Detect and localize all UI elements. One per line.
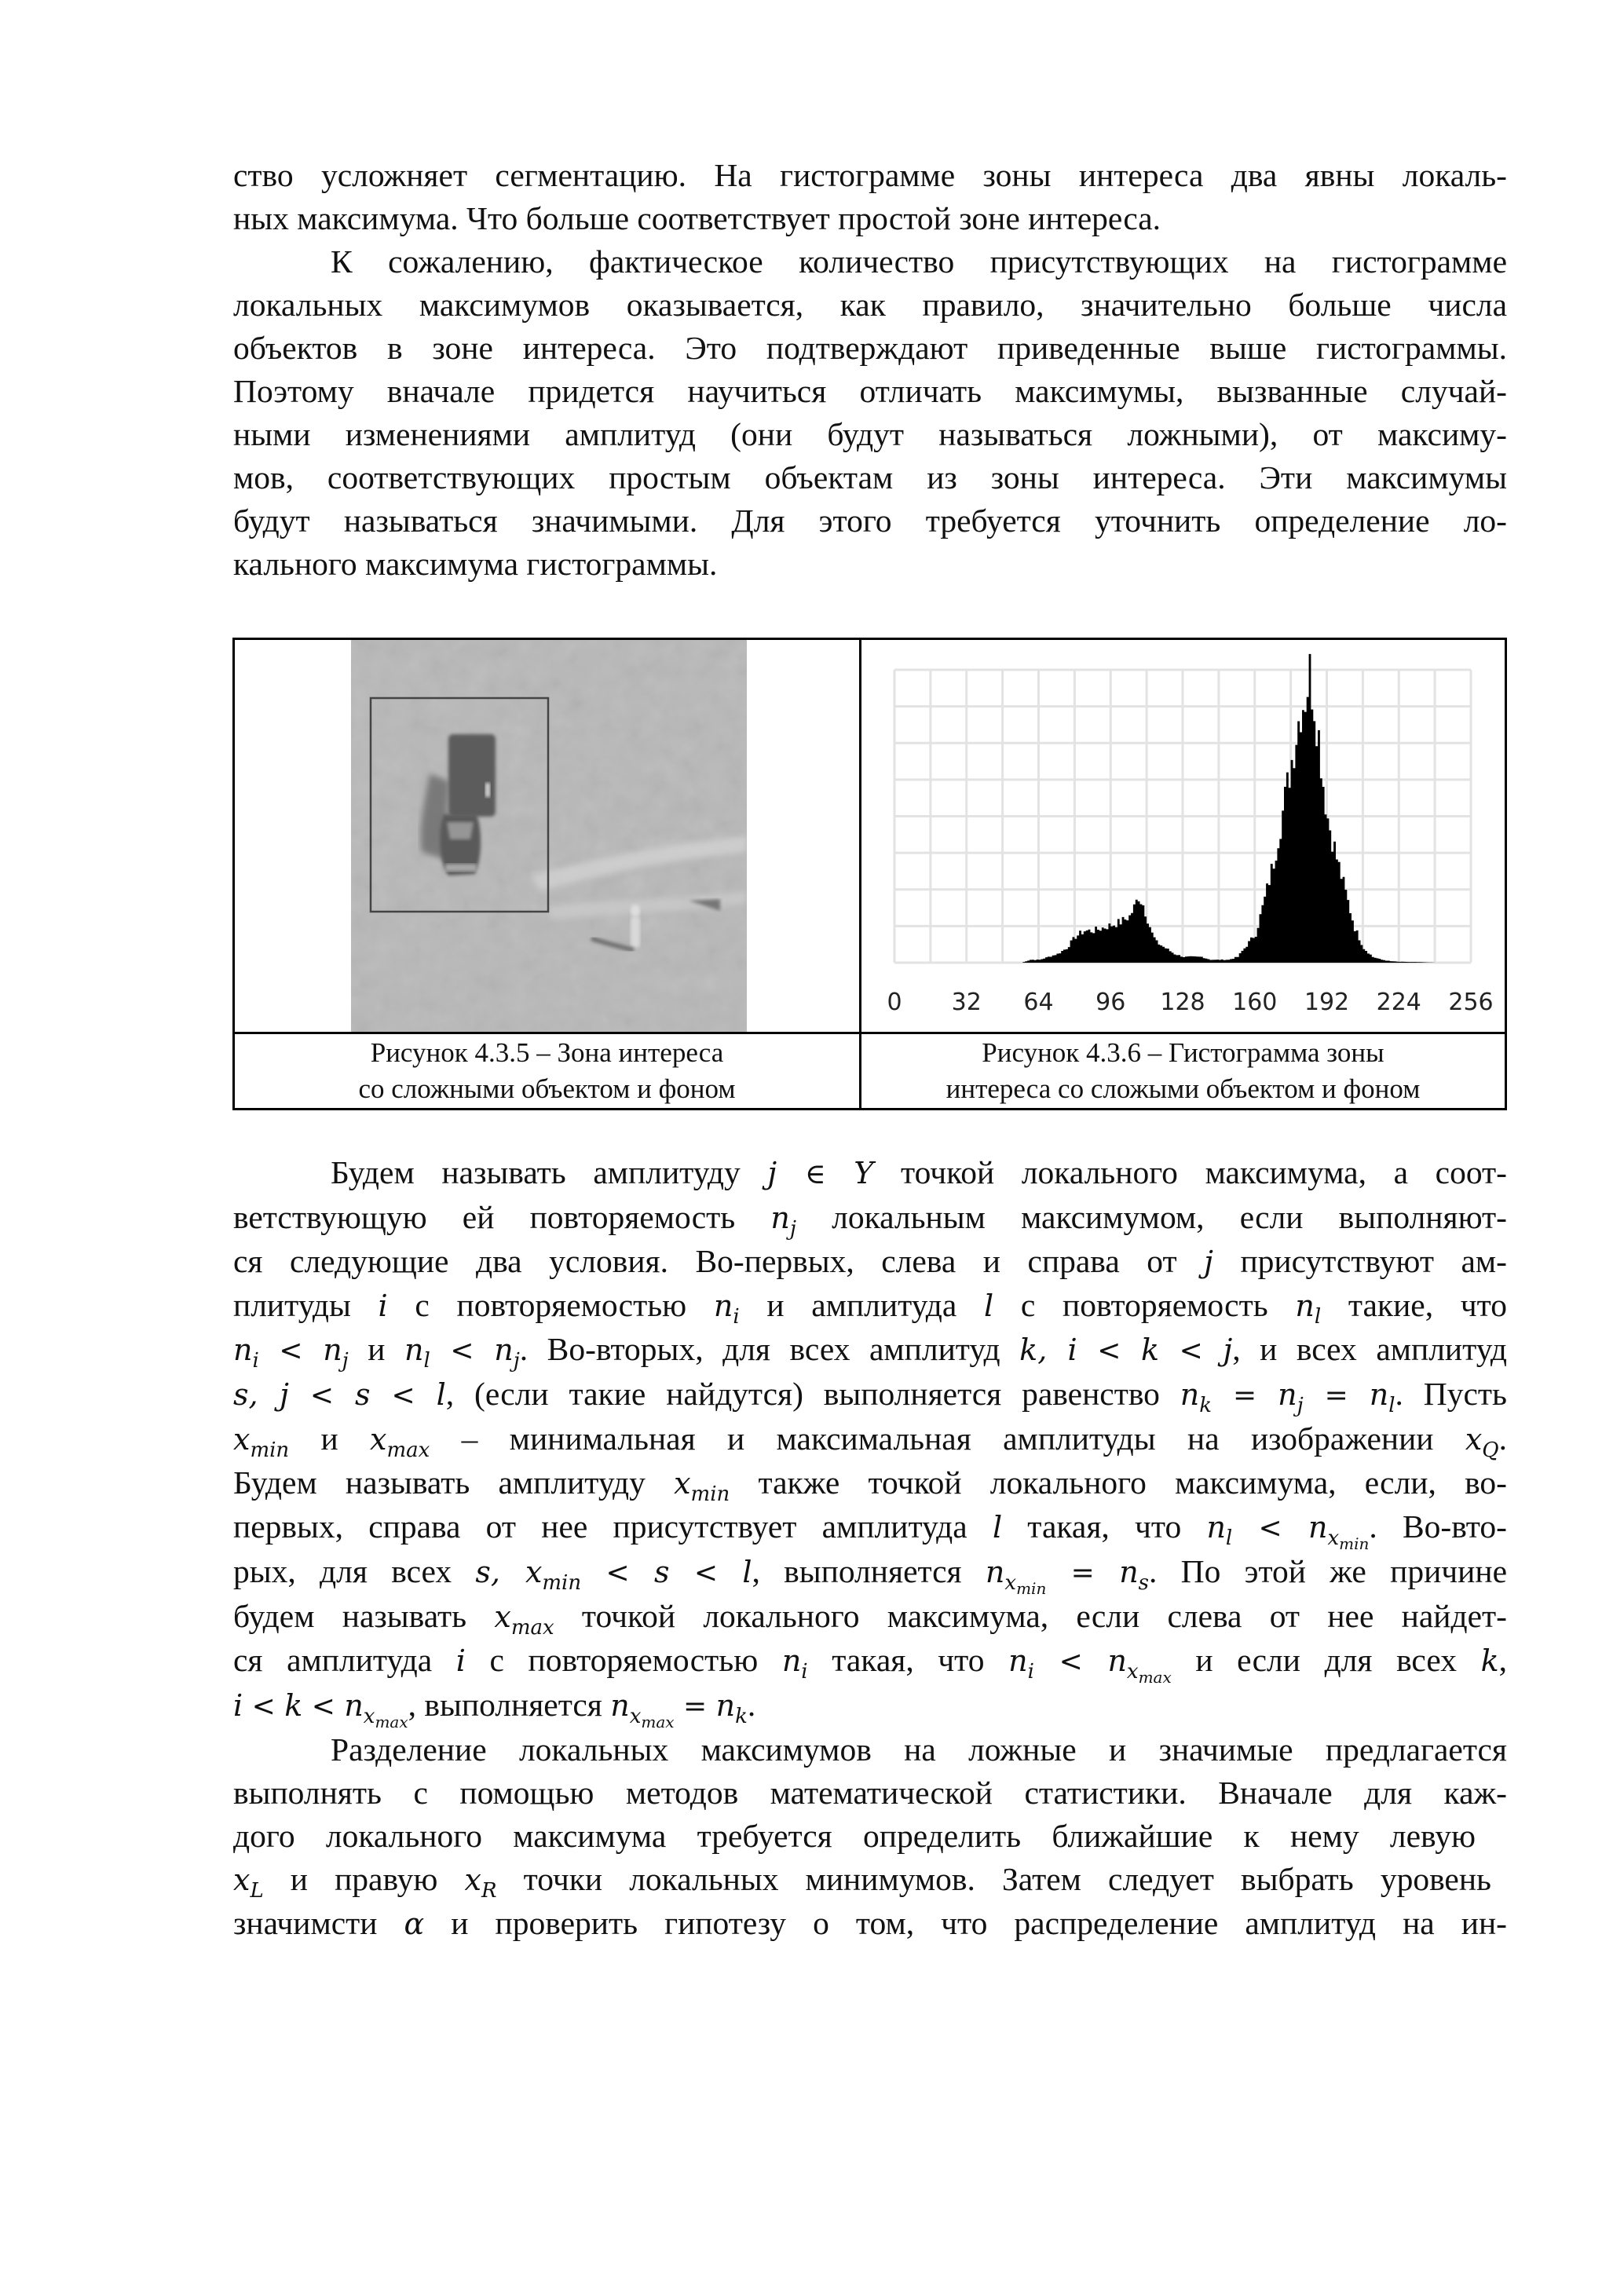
paragraph-4 bbox=[233, 1728, 1507, 1946]
caption-line: Рисунок 4.3.5 – Зона интереса bbox=[370, 1037, 724, 1068]
text-line: значимсти α и проверить гипотезу о том, что распределение амплитуд на ин- bbox=[233, 1905, 1507, 1941]
aerial-vehicle-image bbox=[351, 640, 747, 1032]
x-tick-label: 224 bbox=[1376, 989, 1421, 1016]
histogram-bars bbox=[1021, 654, 1436, 963]
paragraph-3 bbox=[233, 1151, 1507, 1731]
text-line: $n_i < n_j$ и $n_l < n_j$. Во-вторых, для всех амплитуд k, i < k < j, и всех амплитуд bbox=[233, 1331, 1507, 1373]
figure-image-cell-left bbox=[234, 639, 861, 1033]
caption-line: интереса со сложыми объектом и фоном bbox=[946, 1073, 1421, 1104]
text-line: $x_L$ и правую $x_R$ точки локальных минимумов. Затем следует выбрать уровень bbox=[233, 1861, 1491, 1903]
text-line: ветствующую ей повторяемость $n_j$ локальным максимумом, если выполняют- bbox=[233, 1199, 1507, 1241]
text-line: объектов в зоне интереса. Это подтверждают приведенные выше гистограммы. bbox=[233, 330, 1507, 366]
text-line: ся следующие два условия. Во-первых, слева и справа от j присутствуют ам- bbox=[233, 1243, 1507, 1279]
region-of-interest-photo bbox=[351, 640, 747, 1032]
text-line: рых, для всех s, $x_{min} < s < l$, выполняется $n_{x_{min}} = n_s$. По этой же причине bbox=[233, 1553, 1507, 1598]
text-line: Будем называть амплитуду j ∈ Y точкой локального максимума, а соот- bbox=[331, 1154, 1507, 1190]
x-tick-label: 160 bbox=[1232, 989, 1278, 1016]
x-tick-label: 256 bbox=[1448, 989, 1494, 1016]
text-line: $x_{min}$ и $x_{max}$ – минимальная и максимальная амплитуды на изображении $x_Q$. bbox=[233, 1420, 1507, 1462]
text-line: выполнять с помощью методов математической статистики. Вначале для каж- bbox=[233, 1775, 1507, 1811]
x-tick-label: 0 bbox=[887, 989, 902, 1016]
figure-table bbox=[232, 638, 1507, 1110]
text-line: Будем называть амплитуду $x_{min}$ также точкой локального максимума, если, во- bbox=[233, 1464, 1507, 1506]
histogram-chart bbox=[861, 640, 1505, 1032]
text-line: будем называть $x_{max}$ точкой локального максимума, если слева от нее найдет- bbox=[233, 1598, 1507, 1640]
x-tick-label: 32 bbox=[951, 989, 982, 1016]
text-line: дого локального максимума требуется определить ближайшие к нему левую bbox=[233, 1818, 1476, 1854]
text-line: $i < k < n_{x_{max}}$, выполняется $n_{x_{max}} = n_k$. bbox=[233, 1687, 756, 1731]
text-line: Поэтому вначале придется научиться отличать максимумы, вызванные случай- bbox=[233, 373, 1507, 409]
paragraph-2 bbox=[233, 240, 1507, 586]
text-line: К сожалению, фактическое количество присутствующих на гистограмме bbox=[331, 243, 1507, 280]
caption-line: Рисунок 4.3.6 – Гистограмма зоны bbox=[982, 1037, 1384, 1068]
x-tick-label: 96 bbox=[1095, 989, 1126, 1016]
text-line: ными изменениями амплитуд (они будут называться ложными), от максиму- bbox=[233, 416, 1507, 452]
text-line: Разделение локальных максимумов на ложные и значимые предлагается bbox=[331, 1731, 1507, 1768]
text-line: локальных максимумов оказывается, как правило, значительно больше числа bbox=[233, 287, 1507, 323]
text-line: плитуды i с повторяемостью $n_i$ и амплитуда l с повторяемость $n_l$ такие, что bbox=[233, 1287, 1507, 1329]
figure-caption-left bbox=[234, 1033, 861, 1110]
histogram-svg bbox=[861, 640, 1505, 1032]
document-page-lower bbox=[233, 1151, 1507, 1946]
caption-line: со сложными объектом и фоном bbox=[358, 1073, 736, 1104]
figure-caption-right bbox=[860, 1033, 1505, 1110]
text-line: ных максимума. Что больше соответствует простой зоне интереса. bbox=[233, 200, 1161, 236]
document-page bbox=[233, 154, 1507, 586]
x-tick-label: 64 bbox=[1023, 989, 1054, 1016]
text-line: s, j < s < l, (если такие найдутся) выполняется равенство $n_k = n_j = n_l$. Пусть bbox=[233, 1376, 1507, 1417]
text-line: кального максимума гистограммы. bbox=[233, 546, 718, 582]
text-line: будут называться значимыми. Для этого требуется уточнить определение ло- bbox=[233, 503, 1507, 539]
paragraph-1 bbox=[233, 154, 1507, 240]
figure-image-cell-right bbox=[860, 639, 1505, 1033]
x-tick-label: 192 bbox=[1304, 989, 1350, 1016]
text-line: мов, соответствующих простым объектам из зоны интереса. Эти максимумы bbox=[233, 459, 1507, 495]
text-line: ся амплитуда i с повторяемостью $n_i$ такая, что $n_i < n_{x_{max}}$ и если для всех k, bbox=[233, 1642, 1507, 1687]
x-tick-label: 128 bbox=[1160, 989, 1205, 1016]
text-line: первых, справа от нее присутствует амплитуда l такая, что $n_l < n_{x_{min}}$. Во-вто- bbox=[233, 1508, 1507, 1553]
text-line: ство усложняет сегментацию. На гистограмме зоны интереса два явны локаль- bbox=[233, 157, 1507, 193]
